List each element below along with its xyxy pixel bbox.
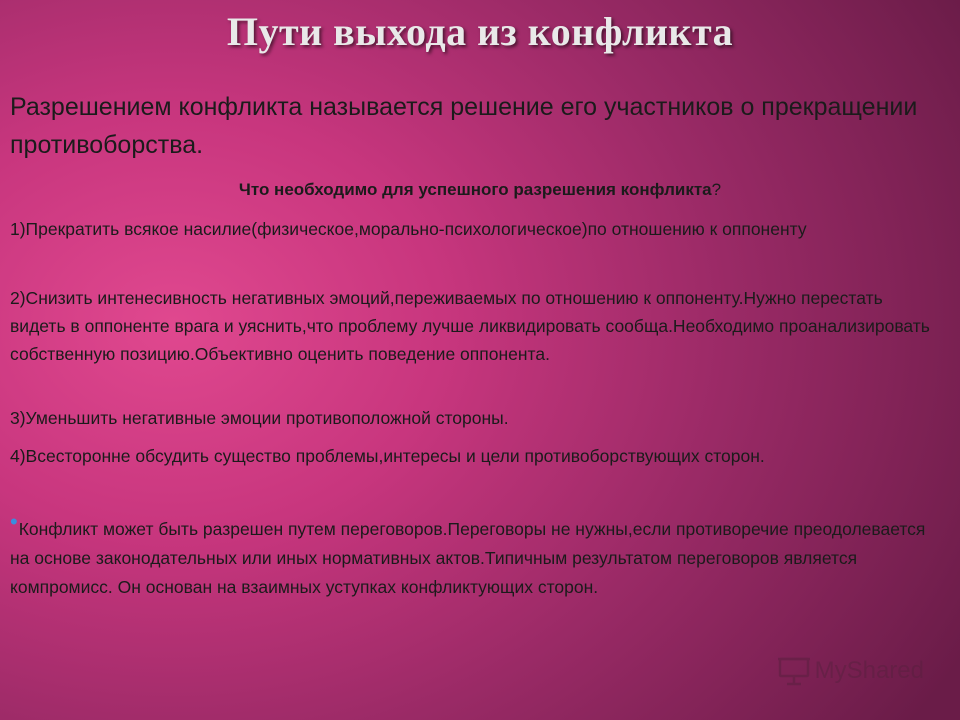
question-mark: ? <box>711 180 722 199</box>
step-2: 2)Снизить интенесивность негативных эмоций,переживаемых по отношению к оппоненту.Нужно перестать видеть в оппоненте врага и уяснить,что проблему лучше ликвидировать сообща.Необходимо проанализировать собственную позицию.Объективно оценить поведение оппонента. <box>10 288 930 364</box>
question-text: Что необходимо для успешного разрешения конфликта <box>238 180 712 199</box>
step-4: 4)Всесторонне обсудить существо проблемы,интересы и цели противоборствующих сторон. <box>10 446 765 466</box>
bullet-icon: • <box>10 509 18 534</box>
slide-title: Пути выхода из конфликта <box>226 9 734 54</box>
watermark-text: MyShared <box>814 657 924 684</box>
negotiation-paragraph <box>10 509 945 602</box>
step-1: 1)Прекратить всякое насилие(физическое,морально-психологическое)по отношению к оппоненту <box>10 219 807 239</box>
negotiation-text: Конфликт может быть разрешен путем переговоров.Переговоры не нужны,если противоречие преодолевается на основе законодательных или иных нормативных актов.Типичным результатом переговоров является компромисс. Он основан на взаимных уступках конфликтующих сторон. <box>10 519 926 597</box>
step-3: 3)Уменьшить негативные эмоции противоположной стороны. <box>10 408 509 428</box>
presentation-board-icon <box>777 656 811 686</box>
watermark <box>777 656 924 686</box>
definition-text: Разрешением конфликта называется решение его участников о прекращении противоборства. <box>10 93 918 159</box>
question-heading <box>0 180 960 200</box>
